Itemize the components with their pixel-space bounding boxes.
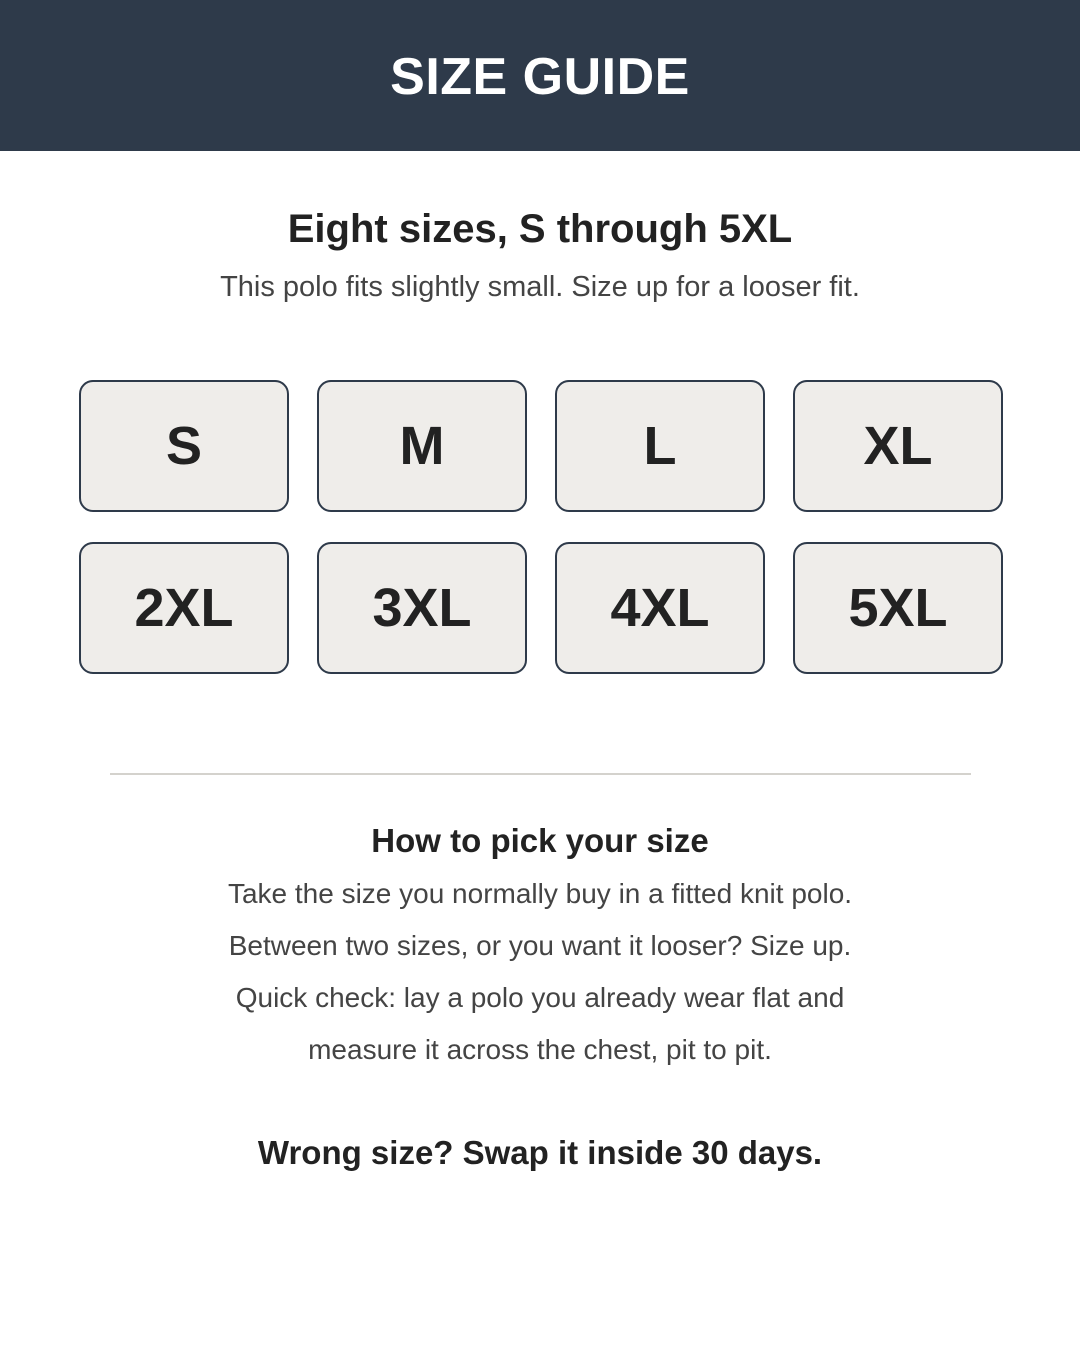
size-option-s[interactable]	[79, 380, 289, 512]
size-label: 4XL	[610, 578, 710, 638]
size-label: 2XL	[134, 578, 234, 638]
size-option-xl[interactable]	[793, 380, 1003, 512]
how-to-instructions	[0, 868, 1080, 1076]
size-option-m[interactable]	[317, 380, 527, 512]
exchange-policy-note: Wrong size? Swap it inside 30 days.	[257, 1134, 823, 1171]
size-label: XL	[863, 416, 933, 476]
size-label: 3XL	[372, 578, 472, 638]
size-grid	[79, 380, 1003, 674]
how-to-title: How to pick your size	[371, 822, 709, 859]
instruction-line: Quick check: lay a polo you already wear flat and	[235, 982, 845, 1013]
sizes-headline: Eight sizes, S through 5XL	[287, 207, 793, 251]
size-label: 5XL	[848, 578, 948, 638]
instruction-line: Between two sizes, or you want it looser? Size up.	[228, 930, 852, 961]
size-label: L	[643, 416, 677, 476]
size-label: S	[165, 416, 203, 476]
page-title: SIZE GUIDE	[390, 47, 690, 106]
fit-note: This polo fits slightly small. Size up for a looser fit.	[220, 271, 860, 303]
size-option-l[interactable]	[555, 380, 765, 512]
header-banner	[0, 0, 1080, 151]
instruction-line: measure it across the chest, pit to pit.	[308, 1034, 772, 1065]
instruction-line: Take the size you normally buy in a fitted knit polo.	[227, 878, 853, 909]
size-label: M	[399, 416, 445, 476]
size-option-3xl[interactable]	[317, 542, 527, 674]
size-option-4xl[interactable]	[555, 542, 765, 674]
size-option-2xl[interactable]	[79, 542, 289, 674]
section-divider	[110, 773, 971, 775]
size-option-5xl[interactable]	[793, 542, 1003, 674]
